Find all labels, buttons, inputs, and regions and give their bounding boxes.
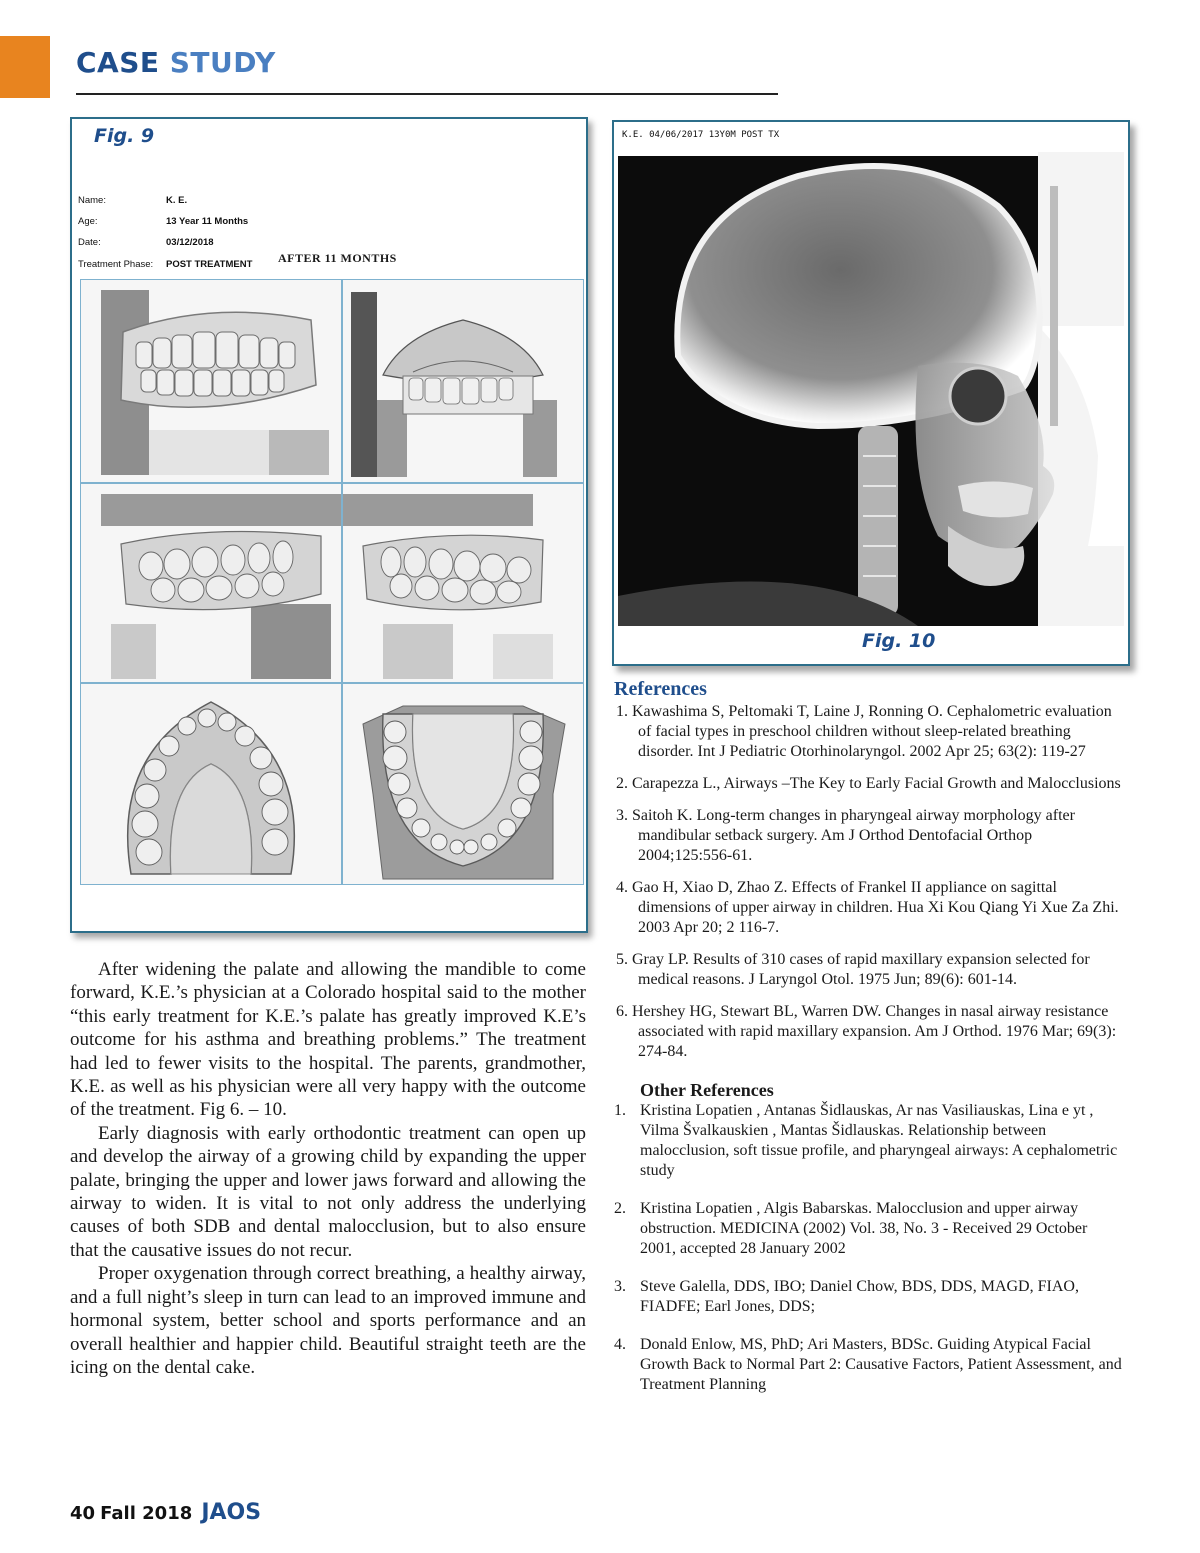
cephalometric-xray	[618, 126, 1124, 626]
dental-photo-mandibular-arch-image	[343, 684, 583, 884]
body-paragraph-3: Proper oxygenation through correct breathing, a healthy airway, and a full night’s sleep in turn can lead to an improved immune and hormonal system, better school and sports performance and an overall healthier and happier child. Beautiful straight teeth are the icing on the dental cake.	[70, 1263, 586, 1378]
reference-item: 1. Kawashima S, Peltomaki T, Laine J, Ronning O. Cephalometric evaluation of facial types in preschool children without sleep-related breathing disorder. Int J Pediatric Otorhinolaryngol. 2002 Apr 25; 63(2): 119-27	[616, 703, 1112, 760]
section-header	[76, 46, 276, 79]
reference-item: 2. Carapezza L., Airways –The Key to Early Facial Growth and Malocclusions	[616, 775, 1121, 792]
figure-10-label: Fig. 10	[862, 630, 936, 652]
page-number: 40	[70, 1503, 96, 1524]
section-header-word1: CASE	[76, 46, 160, 79]
cephalometric-xray-image	[618, 126, 1124, 626]
journal-name: JAOS	[201, 1500, 262, 1525]
body-paragraph-1: After widening the palate and allowing the mandible to come forward, K.E.’s physician at a Colorado hospital said to the mother “this early treatment for K.E.’s palate has greatly improved K.E’s outcome for his asthma and breathing problems.” The treatment had led to fewer visits to the hospital. The parents, grandmother, K.E. as well as his physician were all very happy with the outcome of the treatment. Fig 6. – 10.	[70, 959, 586, 1121]
other-reference-text: Steve Galella, DDS, IBO; Daniel Chow, BDS, DDS, MAGD, FIAO, FIADFE; Earl Jones, DDS;	[640, 1278, 1079, 1315]
other-reference-item	[614, 1335, 1124, 1395]
dental-photo-maxillary-arch-image	[81, 684, 341, 884]
dental-photo-frontal-image	[81, 280, 341, 482]
references-section	[614, 678, 1124, 1413]
dental-photo-frontal	[80, 279, 342, 483]
other-references-title: Other References	[640, 1080, 774, 1100]
other-reference-number: 3.	[614, 1278, 626, 1295]
info-name-key: Name:	[78, 195, 106, 206]
dental-photo-right-lateral	[342, 483, 584, 683]
other-reference-number: 2.	[614, 1200, 626, 1217]
info-date-value: 03/12/2018	[166, 237, 214, 248]
dental-photo-mandibular-arch	[342, 683, 584, 885]
dental-photo-upper	[342, 279, 584, 483]
references-title: References	[614, 678, 707, 700]
other-reference-text: Kristina Lopatien , Antanas Šidlauskas, Ar nas Vasiliauskas, Lina e yt , Vilma Švalkauskien , Mantas Šidlauskas. Relationship between malocclusion, soft tissue profile, and pharyngeal airways: A cephalometric study	[640, 1102, 1118, 1179]
page-footer	[70, 1500, 261, 1525]
after-months-label: AFTER 11 MONTHS	[278, 251, 397, 265]
dental-photo-left-lateral-image	[81, 484, 341, 682]
info-age-value: 13 Year 11 Months	[166, 216, 249, 227]
figure-9-label: Fig. 9	[94, 125, 155, 147]
section-tab-marker	[0, 36, 50, 98]
dental-photo-upper-image	[343, 280, 583, 482]
other-reference-item	[614, 1199, 1124, 1259]
article-body	[70, 958, 586, 1379]
xray-caption: K.E. 04/06/2017 13Y0M POST TX	[618, 130, 783, 140]
dental-photo-maxillary-arch	[80, 683, 342, 885]
figure-9-panel	[70, 117, 588, 933]
reference-item: 3. Saitoh K. Long-term changes in pharyngeal airway morphology after mandibular setback surgery. Am J Orthod Dentofacial Orthop 2004;125:556-61.	[616, 807, 1075, 864]
info-date-key: Date:	[78, 237, 101, 248]
issue-label: Fall 2018	[100, 1503, 193, 1524]
info-phase-value: POST TREATMENT	[166, 259, 253, 270]
header-divider	[76, 93, 778, 95]
info-age-key: Age:	[78, 216, 98, 227]
other-reference-text: Donald Enlow, MS, PhD; Ari Masters, BDSc. Guiding Atypical Facial Growth Back to Normal Part 2: Causative Factors, Patient Assessment, and Treatment Planning	[640, 1336, 1122, 1393]
info-phase-key: Treatment Phase:	[78, 259, 154, 270]
body-paragraph-2: Early diagnosis with early orthodontic treatment can open up and develop the airway of a growing child by expanding the upper palate, bringing the upper and lower jaws forward and allowing the airway to widen. It is vital to not only address the underlying causes of both SDB and dental malocclusion, but to also ensure that the causative issues do not recur.	[70, 1122, 586, 1261]
figure-10-panel	[612, 120, 1130, 666]
reference-item: 6. Hershey HG, Stewart BL, Warren DW. Changes in nasal airway resistance associated with rapid maxillary expansion. Am J Orthod. 1976 Mar; 69(3): 274-84.	[616, 1003, 1117, 1060]
other-reference-text: Kristina Lopatien , Algis Babarskas. Malocclusion and upper airway obstruction. MEDICINA (2002) Vol. 38, No. 3 - Received 29 October 2001, accepted 28 January 2002	[640, 1200, 1088, 1257]
other-reference-item	[614, 1277, 1124, 1317]
other-reference-number: 4.	[614, 1336, 626, 1353]
reference-item: 5. Gray LP. Results of 310 cases of rapid maxillary expansion selected for medical reasons. J Laryngol Otol. 1975 Jun; 89(6): 601-14.	[616, 951, 1090, 988]
other-reference-number: 1.	[614, 1102, 626, 1119]
dental-photo-right-lateral-image	[343, 484, 583, 682]
section-header-word2: STUDY	[169, 46, 276, 79]
reference-item: 4. Gao H, Xiao D, Zhao Z. Effects of Frankel II appliance on sagittal dimensions of upper airway in children. Hua Xi Kou Qiang Yi Xue Za Zhi. 2003 Apr 20; 2 116-7.	[616, 879, 1119, 936]
other-reference-item	[614, 1101, 1124, 1181]
dental-photo-left-lateral	[80, 483, 342, 683]
info-name-value: K. E.	[166, 195, 188, 206]
